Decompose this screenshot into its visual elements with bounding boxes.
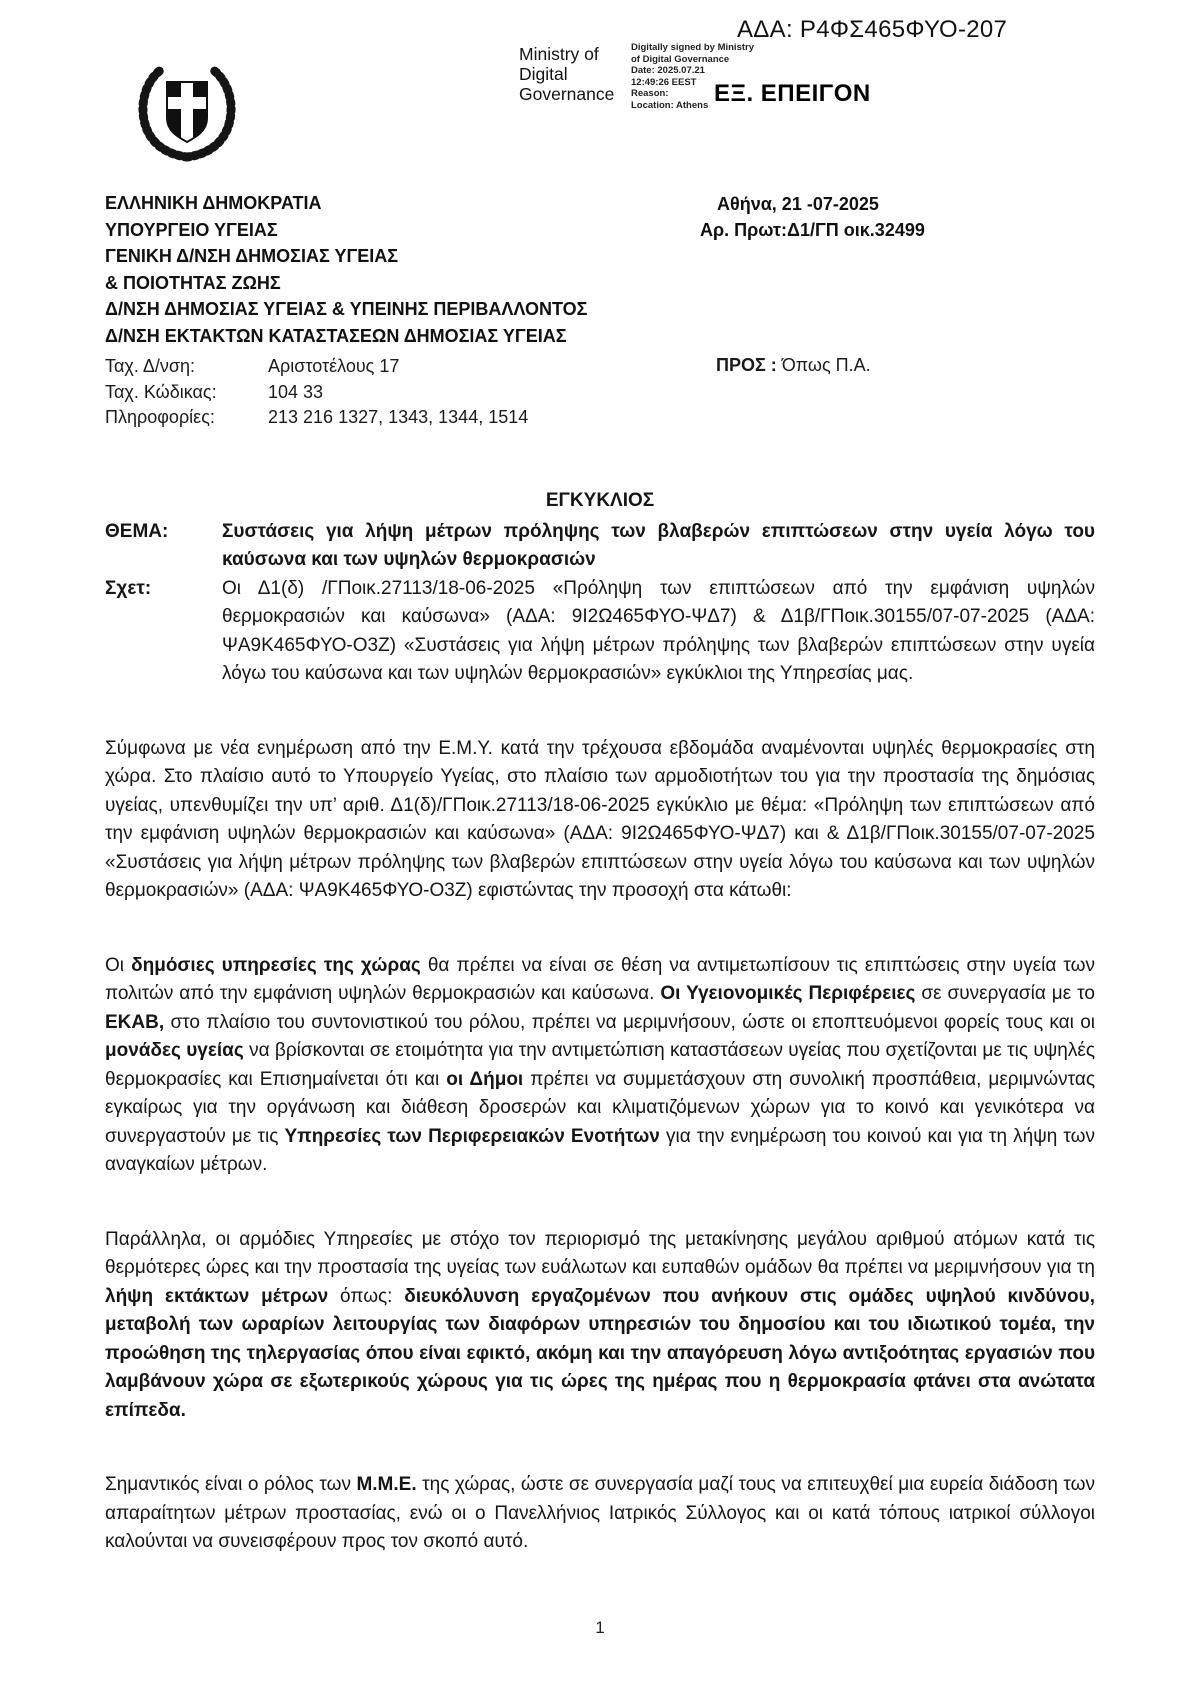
- letterhead-line: ΥΠΟΥΡΓΕΙΟ ΥΓΕΙΑΣ: [105, 219, 278, 240]
- protocol-block: [700, 191, 925, 243]
- reference-label: Σχετ:: [105, 577, 152, 599]
- ministry-line: Governance: [519, 84, 615, 104]
- contact-row-postcode: [105, 380, 528, 406]
- document-body: [105, 487, 1095, 1557]
- digital-signature-ministry: [519, 44, 614, 104]
- subject-row: [105, 518, 1095, 575]
- letterhead-line: Δ/ΝΣΗ ΔΗΜΟΣΙΑΣ ΥΓΕΙΑΣ & ΥΠΕΙΝΗΣ ΠΕΡΙΒΑΛΛΟΝΤΟΣ: [105, 299, 588, 319]
- ministry-line: Ministry of: [519, 44, 599, 64]
- recipient-label: ΠΡΟΣ :: [716, 355, 777, 375]
- body-paragraph: Σημαντικός είναι ο ρόλος των Μ.Μ.Ε. της χώρας, ώστε σε συνεργασία μαζί τους να επιτευχθεί μια ευρεία διάδοση των απαραίτητων μέτρων προστασίας, ενώ οι ο Πανελλήνιος Ιατρικός Σύλλογος και οι κατά τόπους ιατρικοί σύλλογοι καλούνται να συνεισφέρουν προς τον σκοπό αυτό.: [105, 1474, 1095, 1552]
- body-paragraph: Οι δημόσιες υπηρεσίες της χώρας θα πρέπει να είναι σε θέση να αντιμετωπίσουν τις επιπτώσεις στην υγεία των πολιτών από την εμφάνιση υψηλών θερμοκρασιών και καύσωνα. Οι Υγειονομικές Περιφέρειες σε συνεργασία με το ΕΚΑΒ, στο πλαίσιο του συντονιστικού του ρόλου, πρέπει να μεριμνήσουν, ώστε οι εποπτευόμενοι φορείς τους και οι μονάδες υγείας να βρίσκονται σε ετοιμότητα για την αντιμετώπιση καταστάσεων υγείας που σχετίζονται με τις υψηλές θερμοκρασίες και Επισημαίνεται ότι και οι Δήμοι πρέπει να συμμετάσχουν στη συνολική προσπάθεια, μεριμνώντας εγκαίρως για την οργάνωση και διάθεση δροσερών και κλιματιζόμενων χώρων για το κοινό και γενικότερα να συνεργαστούν με τις Υπηρεσίες των Περιφερειακών Ενοτήτων για την ενημέρωση του κοινού και για τη λήψη των αναγκαίων μέτρων.: [105, 954, 1096, 1175]
- letterhead-line: Δ/ΝΣΗ ΕΚΤΑΚΤΩΝ ΚΑΤΑΣΤΑΣΕΩΝ ΔΗΜΟΣΙΑΣ ΥΓΕΙΑΣ: [105, 325, 567, 346]
- urgency-stamp: ΕΞ. ΕΠΕΙΓΟΝ: [714, 80, 871, 107]
- greek-coat-of-arms-icon: [126, 56, 248, 167]
- contact-value: 213 216 1327, 1343, 1344, 1514: [268, 407, 529, 427]
- contact-label: Ταχ. Κώδικας:: [105, 381, 217, 402]
- letterhead-line: & ΠΟΙΟΤΗΤΑΣ ΖΩΗΣ: [105, 272, 281, 293]
- body-paragraph: Παράλληλα, οι αρμόδιες Υπηρεσίες με στόχο τον περιορισμό της μετακίνησης μεγάλου αριθμού ατόμων κατά τις θερμότερες ώρες και την προστασία της υγείας των ευάλωτων και ευπαθών ομάδων θα πρέπει να μεριμνήσουν για τη λήψη εκτάκτων μέτρων όπως: διευκόλυνση εργαζομένων που ανήκουν στις ομάδες υψηλού κινδύνου, μεταβολή των ωραρίων λειτουργίας των διαφόρων υπηρεσιών του δημοσίου και του ιδιωτικού τομέα, την προώθηση της τηλεργασίας όπου είναι εφικτό, ακόμη και την απαγόρευση λόγω αντιξοότητας εργασιών που λαμβάνουν χώρα σε εξωτερικούς χώρους για τις ώρες της ημέρας που η θερμοκρασία φτάνει στα ανώτατα επίπεδα.: [105, 1228, 1095, 1421]
- contact-block: [105, 354, 528, 431]
- page-number: 1: [595, 1618, 605, 1637]
- signature-detail-line: 12:49:26 EEST: [631, 76, 697, 88]
- city-date: Αθήνα, 21 -07-2025: [717, 194, 879, 214]
- letterhead: [105, 190, 587, 349]
- reference-row: [105, 575, 1095, 689]
- signature-detail-line: Reason:: [631, 88, 669, 99]
- body-paragraph: Σύμφωνα με νέα ενημέρωση από την Ε.Μ.Υ. κατά την τρέχουσα εβδομάδα αναμένονται υψηλές θερμοκρασίες στη χώρα. Στο πλαίσιο αυτό το Υπουργείο Υγείας, στο πλαίσιο των αρμοδιοτήτων του για την προστασία της δημόσιας υγείας, υπενθυμίζει την υπ’ αριθ. Δ1(δ)/ΓΠοικ.27113/18-06-2025 εγκύκλιο με θέμα: «Πρόληψη των επιπτώσεων από την εμφάνιση υψηλών θερμοκρασιών και καύσωνα» (ΑΔΑ: 9Ι2Ω465ΦΥΟ-ΨΔ7) και & Δ1β/ΓΠοικ.30155/07-07-2025 «Συστάσεις για λήψη μέτρων πρόληψης των βλαβερών επιπτώσεων στην υγεία λόγω του καύσωνα και των υψηλών θερμοκρασιών» (ΑΔΑ: ΨΑ9Κ465ΦΥΟ-Ο3Ζ) εφιστώντας την προσοχή στα κάτωθι:: [105, 737, 1095, 901]
- subject-text: Συστάσεις για λήψη μέτρων πρόληψης των βλαβερών επιπτώσεων στην υγεία λόγω του καύσωνα και των υψηλών θερμοκρασιών: [222, 520, 1095, 570]
- protocol-number: Αρ. Πρωτ:Δ1/ΓΠ οικ.32499: [700, 220, 925, 240]
- signature-detail-line: Date: 2025.07.21: [631, 65, 705, 76]
- signature-detail-line: Location: Athens: [631, 99, 709, 111]
- contact-label: Ταχ. Δ/νση:: [105, 356, 196, 376]
- recipient-line: [716, 355, 871, 376]
- subject-label: ΘΕΜΑ:: [105, 520, 169, 542]
- contact-value: 104 33: [268, 381, 324, 402]
- contact-label: Πληροφορίες:: [105, 407, 215, 427]
- ada-code: ΑΔΑ: Ρ4ΦΣ465ΦΥΟ-207: [737, 16, 1008, 43]
- reference-text: Οι Δ1(δ) /ΓΠοικ.27113/18-06-2025 «Πρόληψη των επιπτώσεων από την εμφάνιση υψηλών θερμοκρασιών και καύσωνα» (ΑΔΑ: 9Ι2Ω465ΦΥΟ-ΨΔ7) & Δ1β/ΓΠοικ.30155/07-07-2025 (ΑΔΑ: ΨΑ9Κ465ΦΥΟ-Ο3Ζ) «Συστάσεις για λήψη μέτρων πρόληψης των βλαβερών επιπτώσεων στην υγεία λόγω του καύσωνα και των υψηλών θερμοκρασιών» εγκύκλιοι της Υπηρεσίας μας.: [222, 577, 1095, 684]
- ministry-line: Digital: [519, 64, 568, 84]
- contact-value: Αριστοτέλους 17: [268, 356, 400, 376]
- signature-detail-line: of Digital Governance: [631, 53, 730, 65]
- letterhead-line: ΓΕΝΙΚΗ Δ/ΝΣΗ ΔΗΜΟΣΙΑΣ ΥΓΕΙΑΣ: [105, 246, 399, 266]
- letterhead-line: ΕΛΛΗΝΙΚΗ ΔΗΜΟΚΡΑΤΙΑ: [105, 193, 322, 213]
- contact-row-address: [105, 354, 528, 380]
- circular-title: ΕΓΚΥΚΛΙΟΣ: [545, 490, 655, 511]
- recipient-value: Όπως Π.Α.: [776, 355, 871, 375]
- contact-row-info: [105, 405, 528, 431]
- signature-detail-line: Digitally signed by Ministry: [631, 42, 754, 53]
